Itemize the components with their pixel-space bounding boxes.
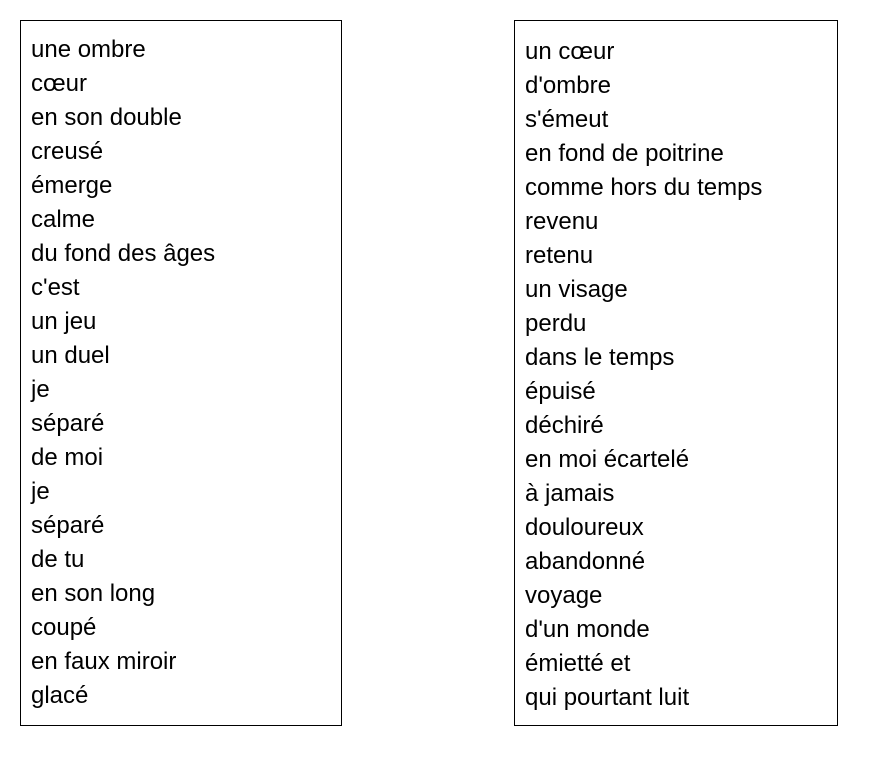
right-poem-column bbox=[514, 20, 838, 726]
poem-line: un cœur bbox=[525, 38, 615, 65]
poem-line: en moi écartelé bbox=[525, 446, 690, 473]
poem-line: retenu bbox=[525, 242, 594, 269]
poem-line: s'émeut bbox=[525, 106, 609, 133]
poem-line: épuisé bbox=[525, 378, 596, 405]
poem-line: cœur bbox=[31, 70, 87, 97]
poem-line: abandonné bbox=[525, 548, 646, 575]
poem-line: qui pourtant luit bbox=[525, 684, 690, 711]
poem-line: en son double bbox=[31, 104, 182, 131]
poem-line: glacé bbox=[31, 682, 89, 709]
poem-line: c'est bbox=[31, 274, 80, 301]
poem-line: revenu bbox=[525, 208, 599, 235]
poem-line: de tu bbox=[31, 546, 85, 573]
poem-line: une ombre bbox=[31, 36, 146, 63]
poem-line: d'un monde bbox=[525, 616, 650, 643]
poem-line: voyage bbox=[525, 582, 603, 609]
poem-line: je bbox=[31, 478, 50, 505]
poem-line: creusé bbox=[31, 138, 104, 165]
poem-line: dans le temps bbox=[525, 344, 675, 371]
poem-line: un jeu bbox=[31, 308, 97, 335]
poem-line: déchiré bbox=[525, 412, 604, 439]
poem-line: du fond des âges bbox=[31, 240, 216, 267]
poem-line: de moi bbox=[31, 444, 104, 471]
poem-line: séparé bbox=[31, 410, 105, 437]
poem-line: en son long bbox=[31, 580, 156, 607]
poem-line: émerge bbox=[31, 172, 113, 199]
poem-line: douloureux bbox=[525, 514, 644, 541]
poem-line: séparé bbox=[31, 512, 105, 539]
poem-line: coupé bbox=[31, 614, 97, 641]
poem-line: un visage bbox=[525, 276, 628, 303]
poem-line: d'ombre bbox=[525, 72, 611, 99]
poem-line: un duel bbox=[31, 342, 110, 369]
poem-line: à jamais bbox=[525, 480, 615, 507]
poem-line: comme hors du temps bbox=[525, 174, 763, 201]
poem-line: je bbox=[31, 376, 50, 403]
poem-line: émietté et bbox=[525, 650, 631, 677]
poem-line: perdu bbox=[525, 310, 587, 337]
left-poem-column bbox=[20, 20, 342, 726]
poem-line: en faux miroir bbox=[31, 648, 177, 675]
poem-line: calme bbox=[31, 206, 96, 233]
poem-line: en fond de poitrine bbox=[525, 140, 724, 167]
